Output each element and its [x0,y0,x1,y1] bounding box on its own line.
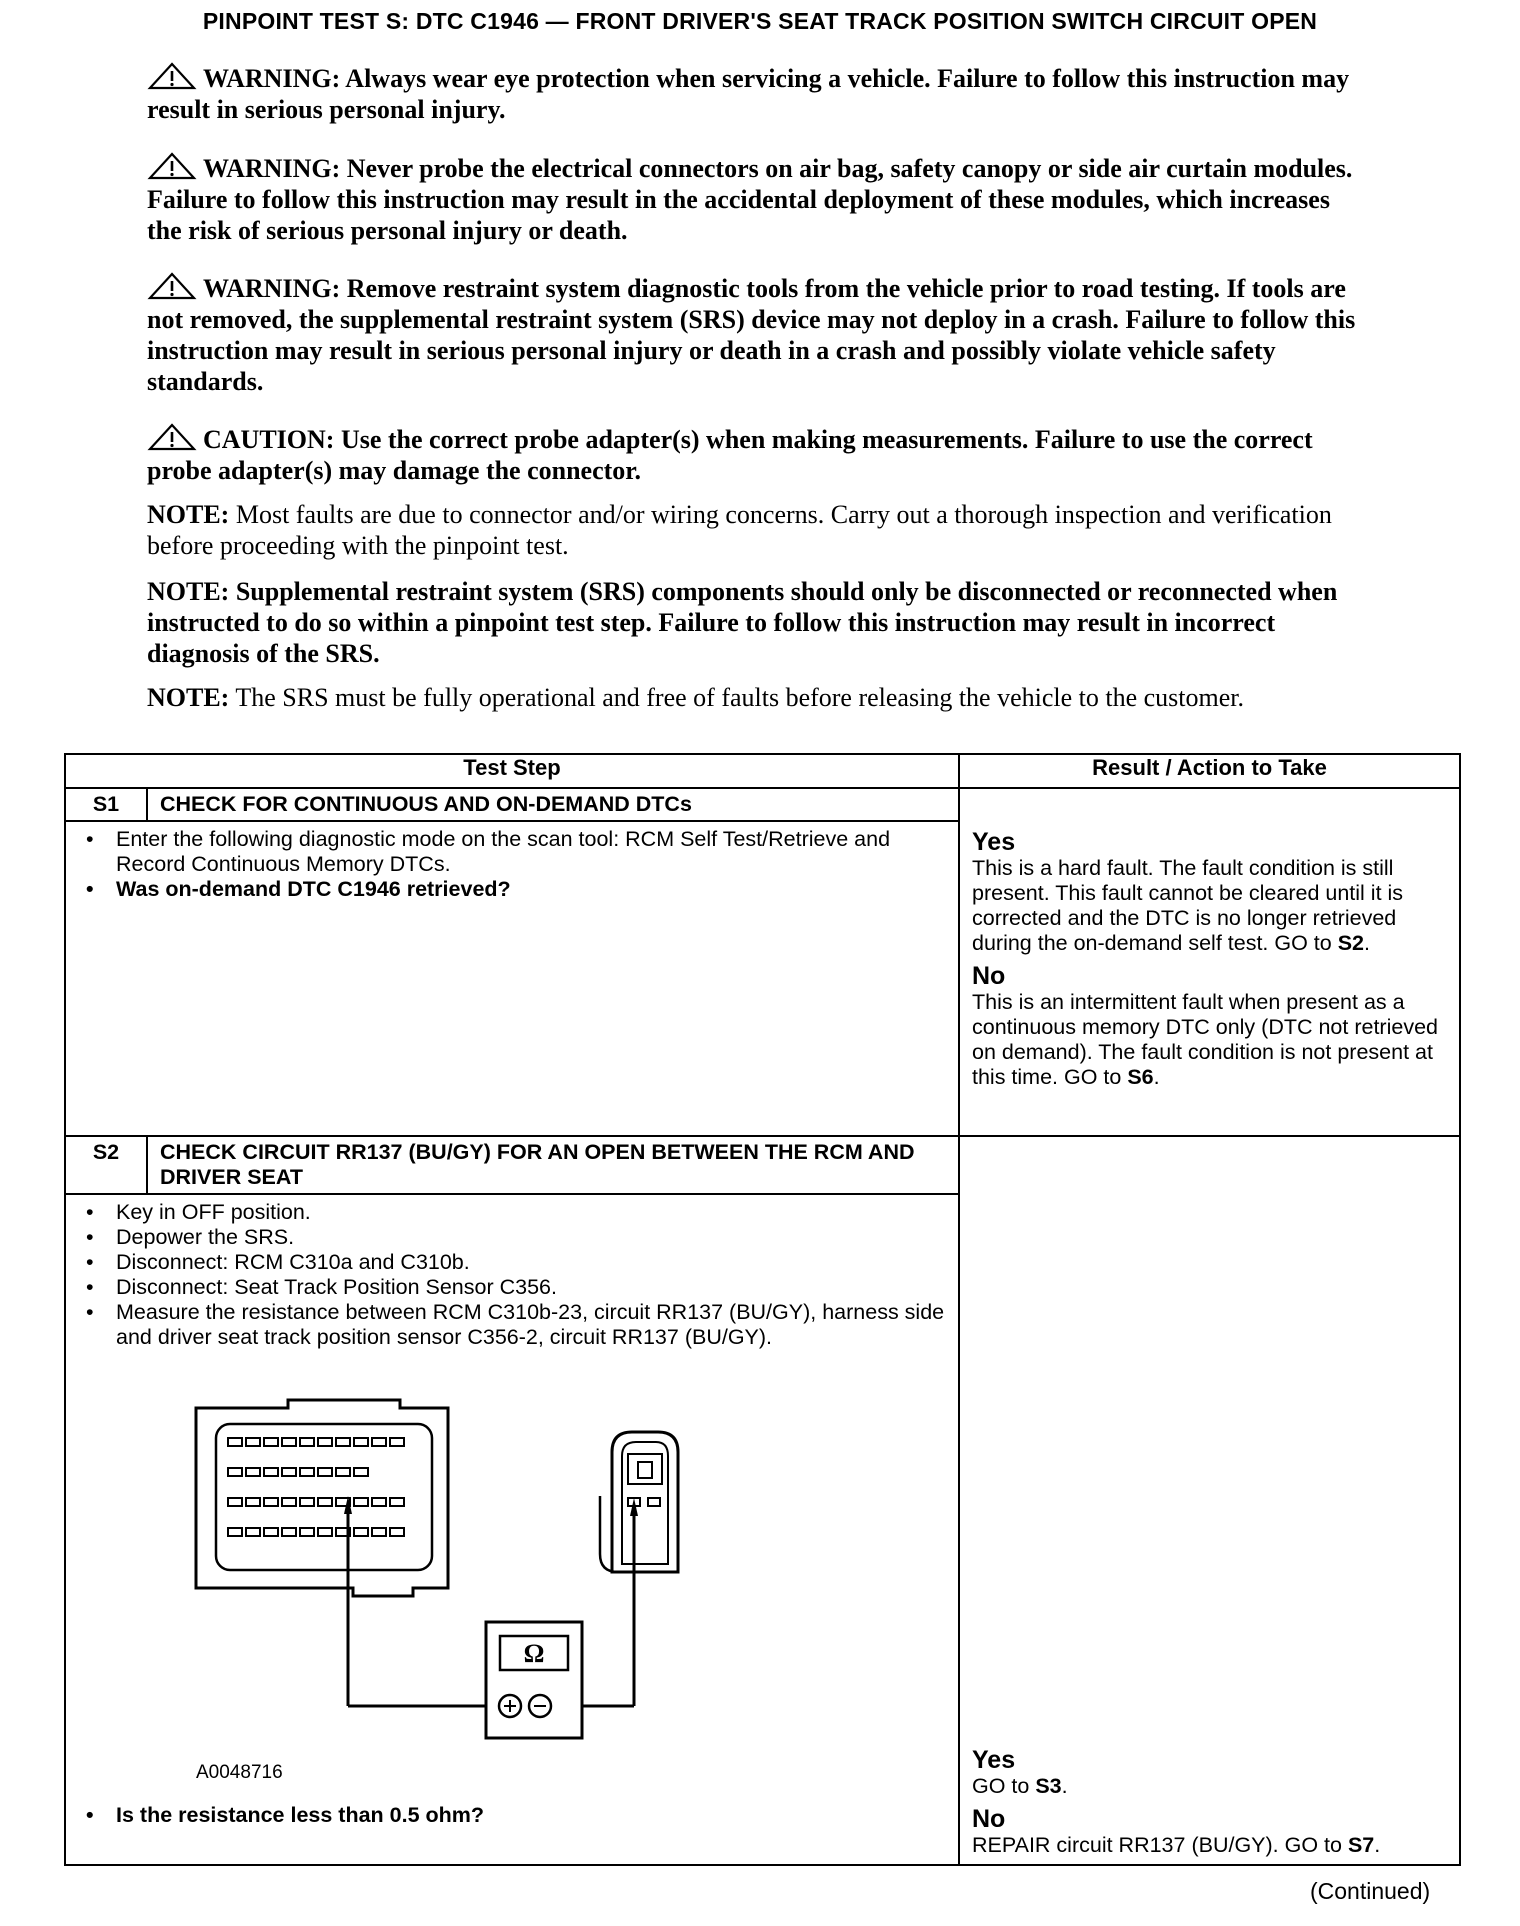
step-list [78,1200,946,1350]
step-id: S2 [65,1136,147,1194]
col-result: Result / Action to Take [959,754,1460,788]
result-yes-text: GO to S3. [972,1774,1068,1798]
ohmmeter-icon [486,1622,582,1738]
note-faults: NOTE: Most faults are due to connector and/or wiring concerns. Carry out a thorough inspection and verification before proceeding with the pinpoint test. [147,500,1332,560]
table-row [65,788,1460,821]
warning-triangle-icon [147,272,197,300]
step-question: • Is the resistance less than 0.5 ohm? [116,1803,946,1828]
list-item: • Measure the resistance between RCM C310b-23, circuit RR137 (BU/GY), harness side and driver seat track position sensor C356-2, circuit RR137 (BU/GY). [116,1300,946,1350]
result-no-label: No [972,962,1006,990]
step-id: S1 [65,788,147,821]
step-body [65,821,959,1136]
warning-triangle-icon [147,152,197,180]
note-srs-components: NOTE: Supplemental restraint system (SRS) components should only be disconnected or reconnected when instructed to do so within a pinpoint test step. Failure to follow this instruction may result in incorrect diagnosis of the SRS. [147,577,1338,668]
result-yes-text: This is a hard fault. The fault condition is still present. This fault cannot be cleared until it is corrected and the DTC is no longer retrieved during the on-demand self test. GO to S2. [972,856,1404,955]
step-heading: CHECK CIRCUIT RR137 (BU/GY) FOR AN OPEN BETWEEN THE RCM AND DRIVER SEAT [147,1136,959,1194]
list-item: • Depower the SRS. [116,1225,946,1250]
list-item: • Enter the following diagnostic mode on the scan tool: RCM Self Test/Retrieve and Record Continuous Memory DTCs. [116,827,946,877]
ohm-symbol: Ω [523,1639,545,1668]
seat-sensor-connector-icon [600,1432,678,1572]
continued-label: (Continued) [1310,1878,1431,1904]
figure-id: A0048716 [196,1762,283,1783]
caution-probe-adapter: CAUTION: Use the correct probe adapter(s) when making measurements. Failure to use the correct probe adapter(s) may damage the connector. [147,425,1313,485]
step-list [78,1803,946,1828]
list-item: • Key in OFF position. [116,1200,946,1225]
goto-link[interactable]: S6 [1127,1065,1154,1089]
goto-link[interactable]: S2 [1337,931,1365,955]
result-no-text: This is an intermittent fault when present as a continuous memory DTC only (DTC not retrieved on demand). The fault condition is not present at this time. GO to S6. [972,990,1438,1089]
step-heading: CHECK FOR CONTINUOUS AND ON-DEMAND DTCs [147,788,959,821]
warning-diagnostic-tools: WARNING: Remove restraint system diagnostic tools from the vehicle prior to road testing. If tools are not removed, the supplemental restraint system (SRS) device may not deploy in a crash. Failure to follow this instruction may result in serious personal injury or death in a crash and possibly violate vehicle safety standards. [147,274,1356,396]
note-srs-operational: NOTE: The SRS must be fully operational and free of faults before releasing the vehicle to the customer. [147,683,1245,712]
col-test-step: Test Step [65,754,959,788]
warning-triangle-icon [147,423,197,451]
step-list [78,827,946,902]
step-result [959,788,1460,1136]
table-header-row [65,754,1460,788]
result-no-label: No [972,1805,1006,1833]
list-item: • Disconnect: Seat Track Position Sensor C356. [116,1275,946,1300]
list-item: • Disconnect: RCM C310a and C310b. [116,1250,946,1275]
step-result [959,1136,1460,1865]
goto-link[interactable]: S3 [1035,1774,1062,1798]
step-body [65,1194,959,1865]
warning-triangle-icon [147,62,197,90]
warning-eye-protection: WARNING: Always wear eye protection when servicing a vehicle. Failure to follow this instruction may result in serious personal injury. [147,64,1350,124]
table-row [65,1136,1460,1194]
result-no-text: REPAIR circuit RR137 (BU/GY). GO to S7. [972,1833,1381,1857]
rcm-connector-icon [196,1400,448,1596]
goto-link[interactable]: S7 [1347,1833,1375,1857]
step-question: • Was on-demand DTC C1946 retrieved? [116,877,946,902]
wiring-diagram [178,1396,798,1756]
warning-probe-airbag: WARNING: Never probe the electrical connectors on air bag, safety canopy or side air curtain modules. Failure to follow this instruction may result in the accidental deployment of these modules, which increases the risk of serious personal injury or death. [147,154,1353,245]
pinpoint-test-table [64,753,1461,1866]
result-yes-label: Yes [972,1746,1016,1774]
result-yes-label: Yes [972,828,1016,856]
page-title: PINPOINT TEST S: DTC C1946 — FRONT DRIVER'S SEAT TRACK POSITION SWITCH CIRCUIT OPEN [202,8,1318,34]
